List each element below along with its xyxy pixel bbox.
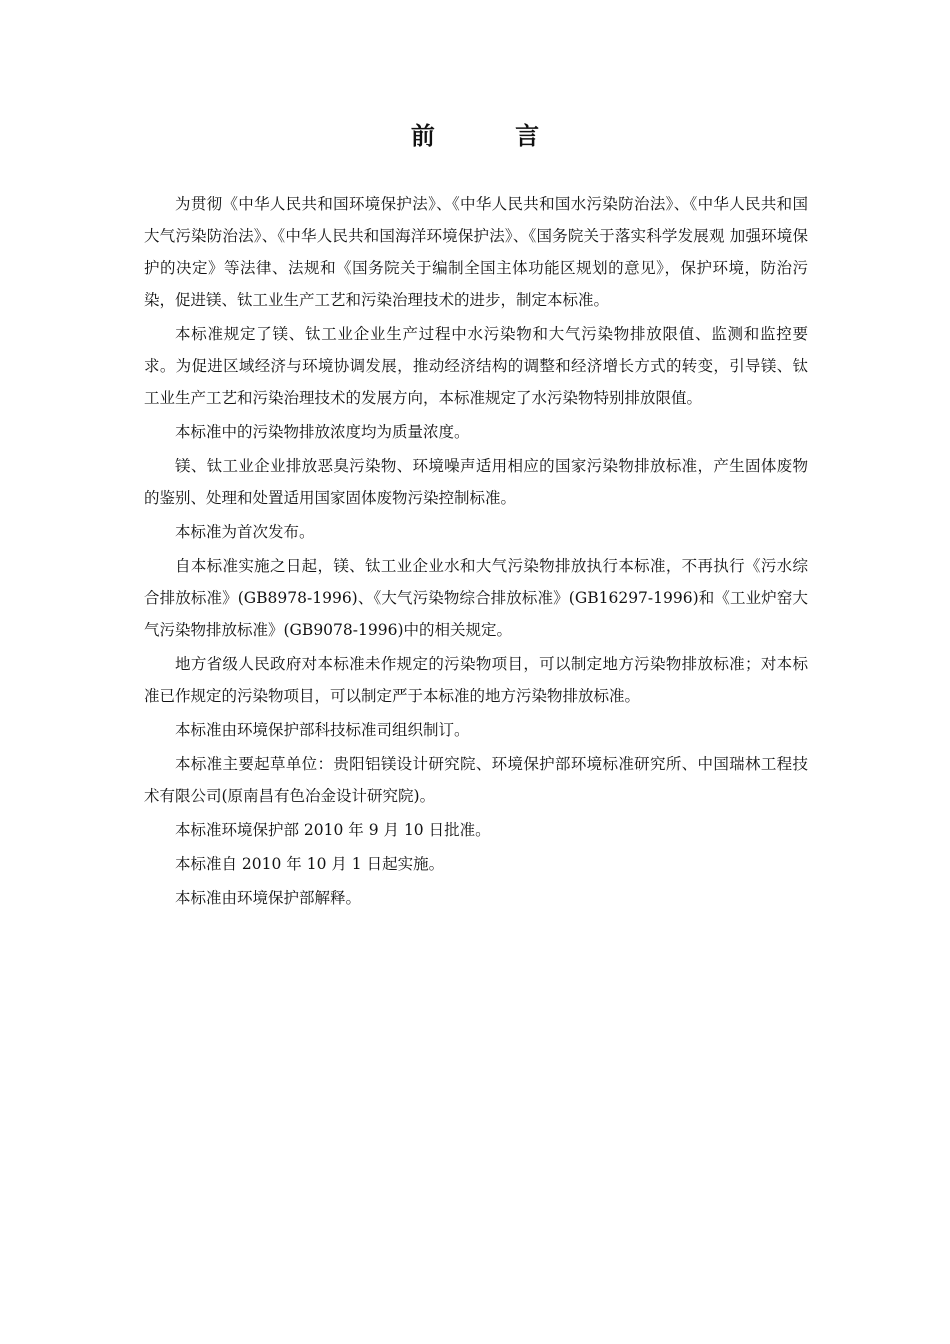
paragraph-2: 本标准规定了镁、钛工业企业生产过程中水污染物和大气污染物排放限值、监测和监控要求。为促进区域经济与环境协调发展，推动经济结构的调整和经济增长方式的转变，引导镁、钛工业生产工艺和污染治理技术的发展方向，本标准规定了水污染物特别排放限值。 [144,325,808,407]
paragraph-6: 自本标准实施之日起，镁、钛工业企业水和大气污染物排放执行本标准，不再执行《污水综合排放标准》(GB8978-1996)、《大气污染物综合排放标准》(GB16297-1996)和《工业炉窑大气污染物排放标准》(GB9078-1996)中的相关规定。 [144,557,808,639]
body-text [144,188,808,916]
paragraph-12: 本标准由环境保护部解释。 [175,889,362,907]
page-title: 前 言 [410,121,576,150]
paragraph-7: 地方省级人民政府对本标准未作规定的污染物项目，可以制定地方污染物排放标准；对本标准已作规定的污染物项目，可以制定严于本标准的地方污染物排放标准。 [144,655,808,705]
paragraph-3: 本标准中的污染物排放浓度均为质量浓度。 [175,423,470,441]
paragraph-11: 本标准自 2010 年 10 月 1 日起实施。 [175,855,445,873]
paragraph-9: 本标准主要起草单位：贵阳铝镁设计研究院、环境保护部环境标准研究所、中国瑞林工程技术有限公司(原南昌有色冶金设计研究院)。 [144,755,808,805]
paragraph-8: 本标准由环境保护部科技标准司组织制订。 [175,721,470,739]
paragraph-4: 镁、钛工业企业排放恶臭污染物、环境噪声适用相应的国家污染物排放标准，产生固体废物的鉴别、处理和处置适用国家固体废物污染控制标准。 [144,457,808,507]
paragraph-1: 为贯彻《中华人民共和国环境保护法》、《中华人民共和国水污染防治法》、《中华人民共和国大气污染防治法》、《中华人民共和国海洋环境保护法》、《国务院关于落实科学发展观 加强环境保护的决定》等法律、法规和《国务院关于编制全国主体功能区规划的意见》，保护环境，防治污染，促进镁、钛工业生产工艺和污染治理技术的进步，制定本标准。 [144,195,808,309]
paragraph-10: 本标准环境保护部 2010 年 9 月 10 日批准。 [175,821,491,839]
paragraph-5: 本标准为首次发布。 [175,523,315,541]
